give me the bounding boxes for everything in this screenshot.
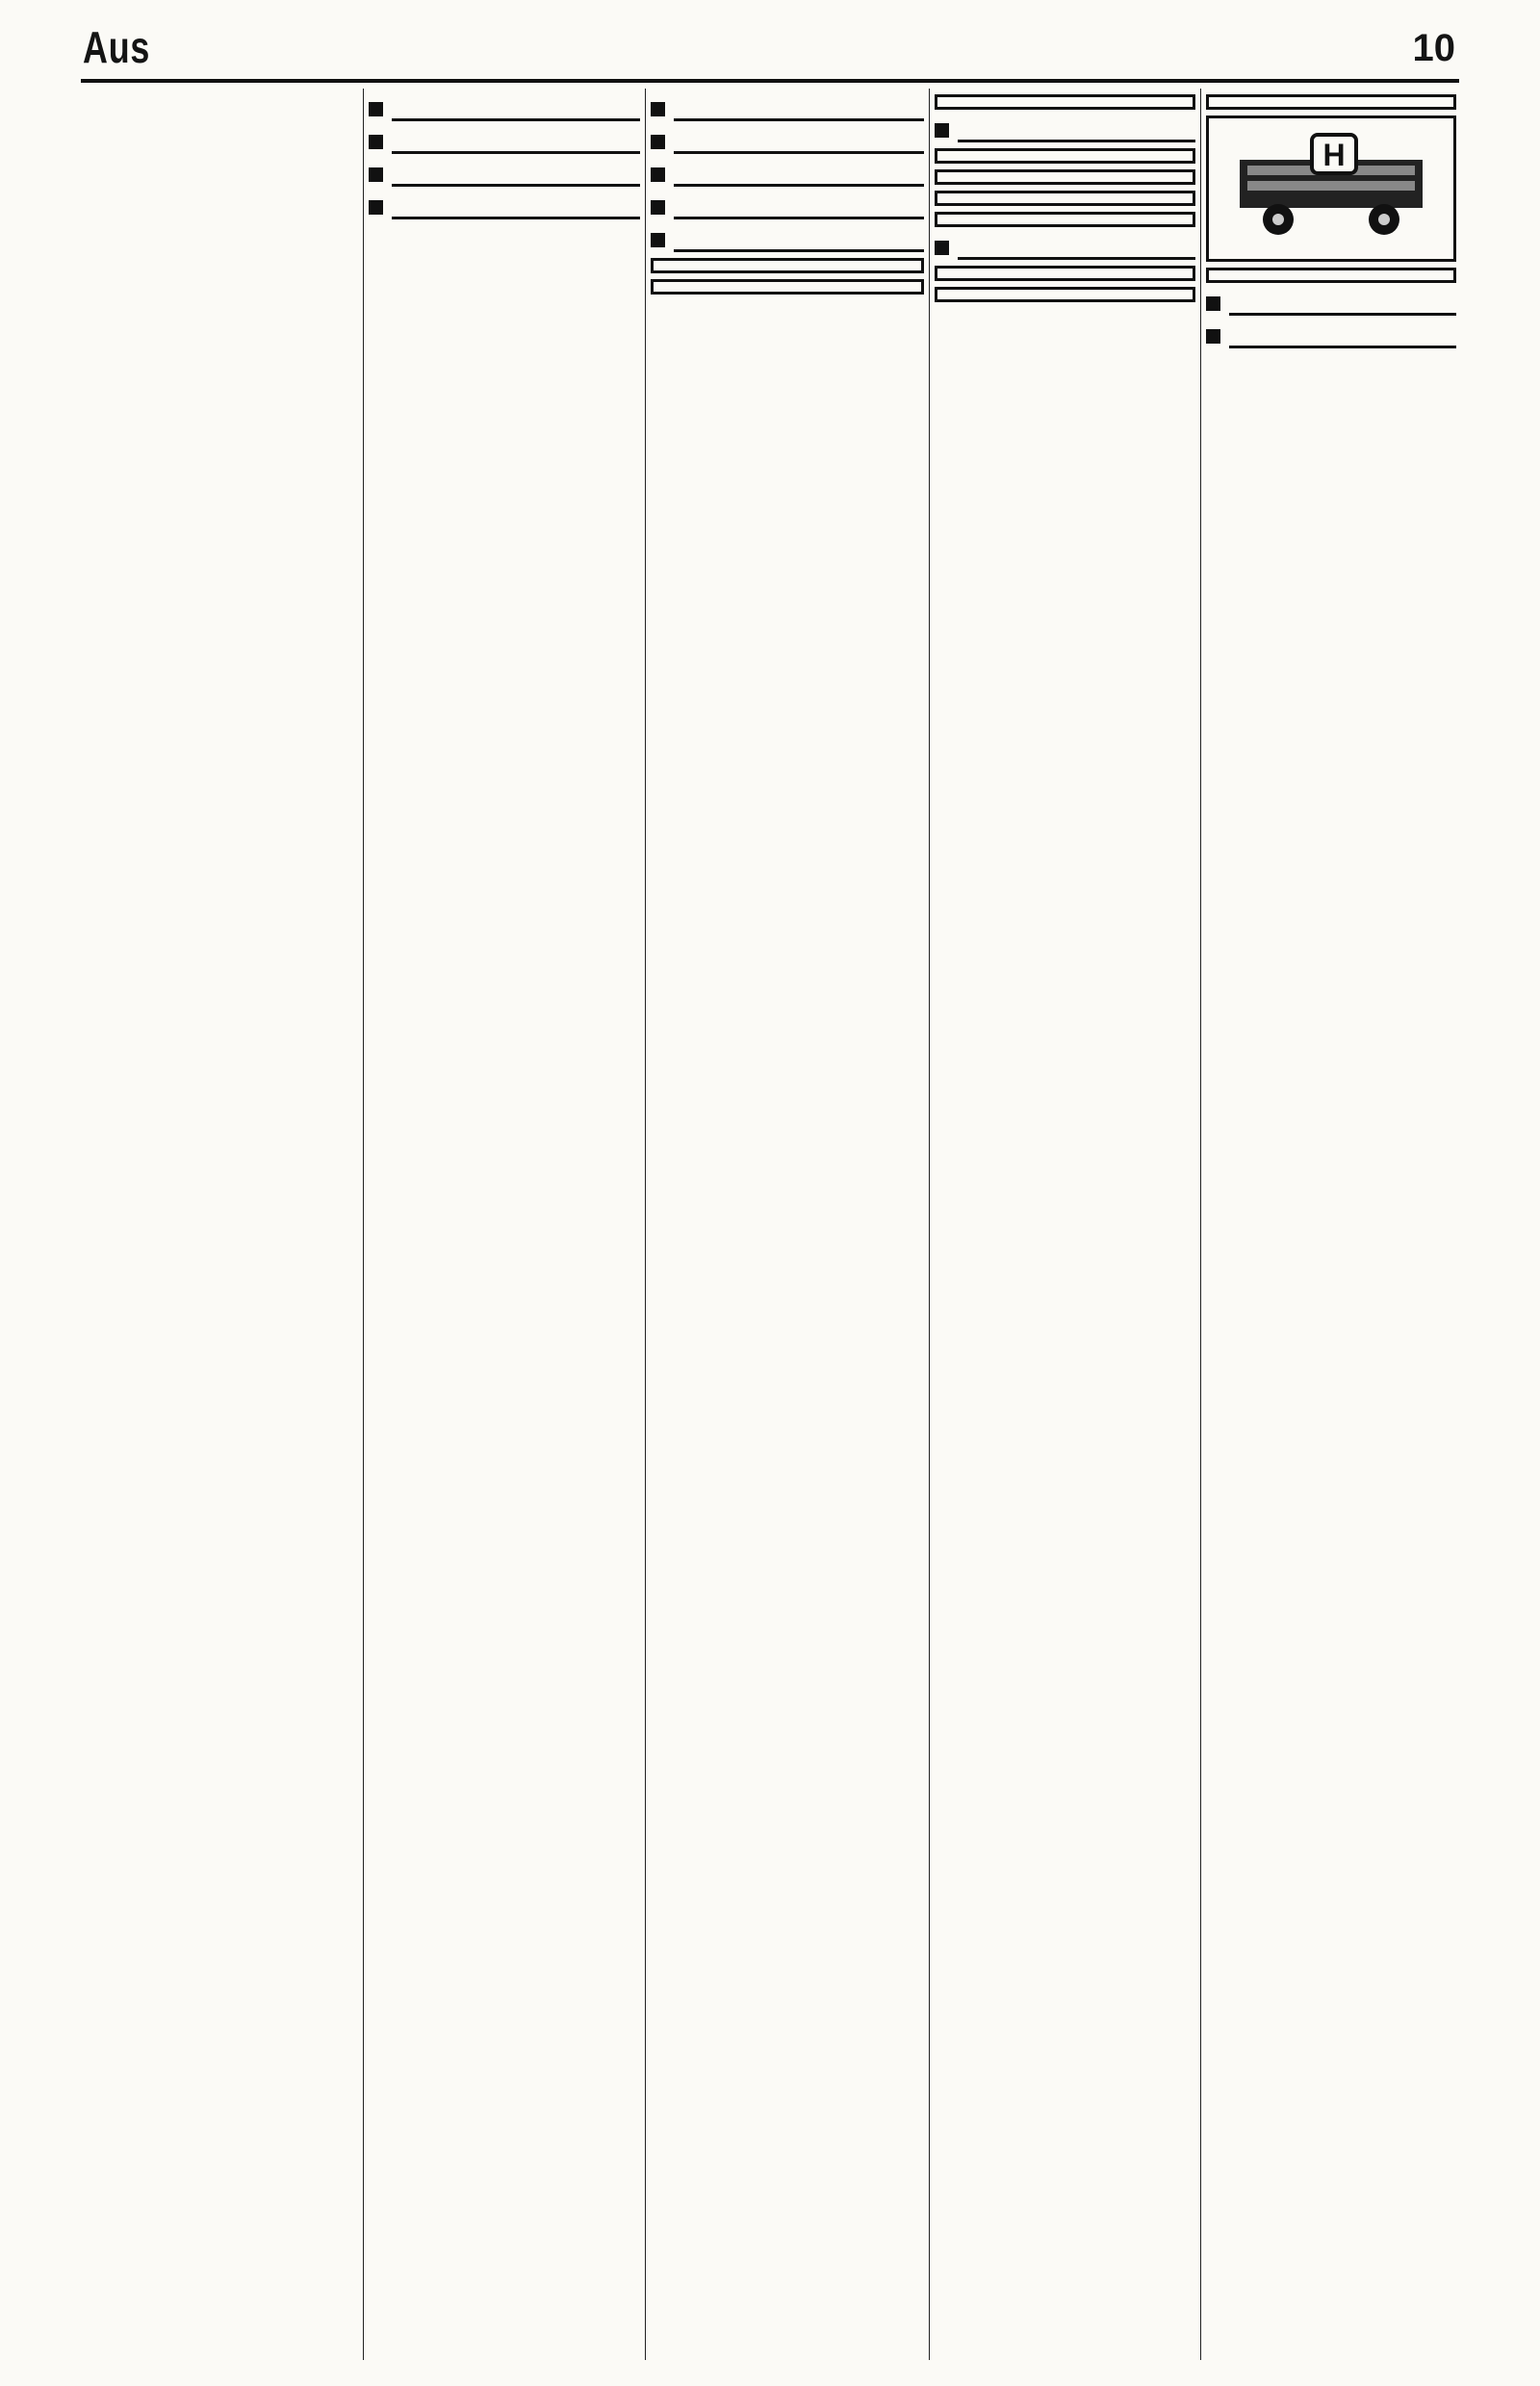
section-underline [1229,313,1456,316]
section-heading [1206,296,1456,316]
section-heading [369,200,640,219]
section-heading [369,135,640,154]
advertisement-steinfatt [1206,268,1456,283]
bullet-square [369,102,383,116]
section-title [369,102,640,116]
section-underline [958,140,1195,142]
bullet-square [1206,296,1220,311]
section-underline [392,184,640,187]
advertisement-schomaecker [1206,115,1456,262]
header-rule [81,79,1459,83]
bullet-square [651,135,665,149]
bullet-square [651,167,665,182]
section-underline [674,249,924,252]
svg-text:H: H [1322,138,1346,172]
section-title [1206,329,1456,344]
section-heading [369,167,640,187]
bullet-square [369,135,383,149]
bullet-square [651,102,665,116]
section-title [935,123,1195,138]
section-heading [935,241,1195,260]
section-heading [1206,329,1456,348]
advertisement-automatbetrieb [651,279,924,295]
section-heading [651,200,924,219]
section-title [651,200,924,215]
page-number: 10 [1412,27,1455,69]
section-heading [369,102,640,121]
columns [81,89,1461,2360]
section-underline [958,257,1195,260]
advertisement-seitz [651,258,924,273]
advertisement-noehrenheim [935,287,1195,302]
bullet-square [935,241,949,255]
section-title [369,167,640,182]
advertisement-sattelmacher [1206,94,1456,110]
trailer-illustration-icon [1220,131,1442,246]
bullet-square [651,200,665,215]
advertisement-wismar [935,266,1195,281]
section-underline [392,151,640,154]
bullet-square [369,200,383,215]
section-title [651,167,924,182]
bullet-square [369,167,383,182]
section-title [651,102,924,116]
column-5 [1200,89,1461,2360]
section-underline [1229,346,1456,348]
section-heading [935,123,1195,142]
section-underline [392,118,640,121]
section-title [369,200,640,215]
section-title [935,241,1195,255]
page-header-title: Aus [83,22,151,72]
advertisement-auto-ambulanz [935,148,1195,164]
section-title [651,233,924,247]
section-heading [651,135,924,154]
section-heading [651,102,924,121]
section-underline [674,217,924,219]
column-2 [363,89,645,2360]
advertisement-egon-zylla [935,212,1195,227]
advertisement-elektrozeit [935,94,1195,110]
bullet-square [651,233,665,247]
advertisement-alwin-von-eye [935,191,1195,206]
section-title [369,135,640,149]
bullet-square [935,123,949,138]
column-3 [645,89,929,2360]
section-underline [392,217,640,219]
column-1 [81,89,363,2360]
section-underline [674,118,924,121]
section-underline [674,151,924,154]
section-title [651,135,924,149]
section-heading [651,233,924,252]
advertisement-hermann-mueller [935,169,1195,185]
column-4 [929,89,1200,2360]
bullet-square [1206,329,1220,344]
section-heading [651,167,924,187]
section-underline [674,184,924,187]
section-title [1206,296,1456,311]
